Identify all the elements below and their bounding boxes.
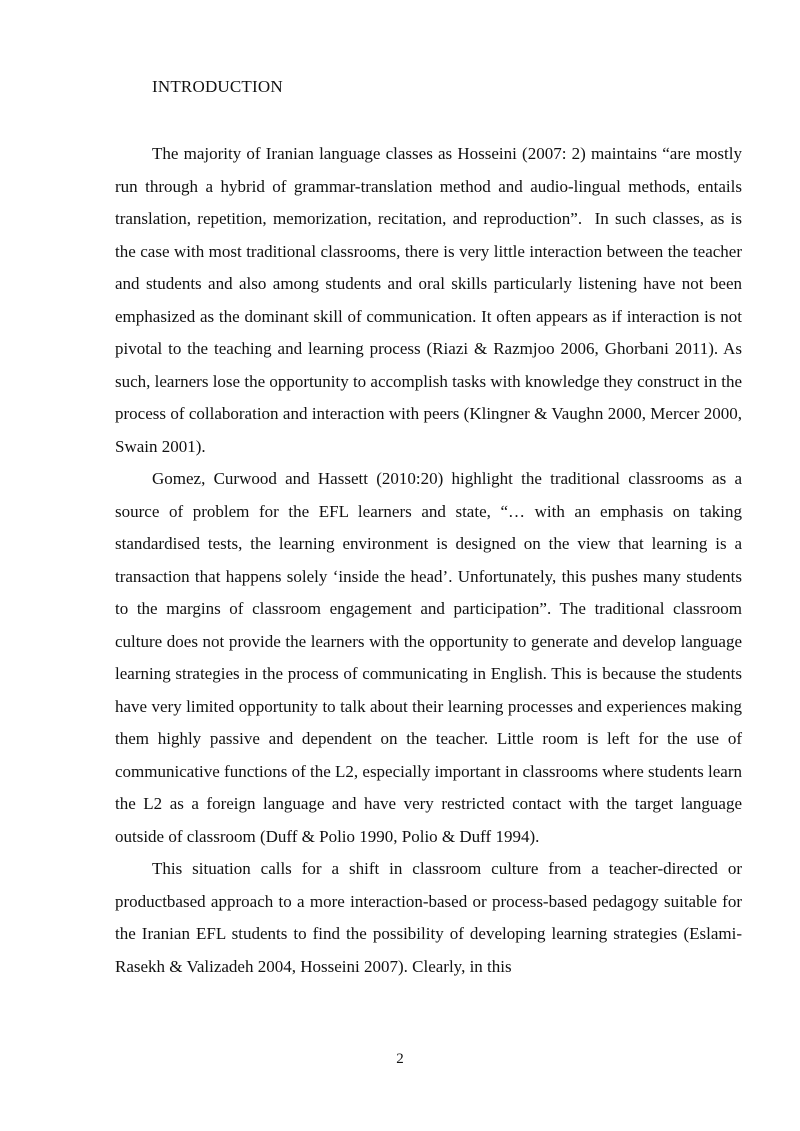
paragraph-1: The majority of Iranian language classes as Hosseini (2007: 2) maintains “are mostly run through a hybrid of grammar-translation method and audio-lingual methods, entails translation, repetition, memorization, recitation, and reproduction”. In such classes, as is the case with most traditional classrooms, there is very little interaction between the teacher and students and also among students and oral skills particularly listening have not been emphasized as the dominant skill of communication. It often appears as if interaction is not pivotal to the teaching and learning process (Riazi & Razmjoo 2006, Ghorbani 2011). As such, learners lose the opportunity to accomplish tasks with knowledge they construct in the process of collaboration and interaction with peers (Klingner & Vaughn 2000, Mercer 2000, Swain 2001). <box>115 144 742 456</box>
page-number: 2 <box>396 1051 404 1067</box>
body-text <box>115 138 742 983</box>
paragraph-3: This situation calls for a shift in classroom culture from a teacher-directed or productbased approach to a more interaction-based or process-based pedagogy suitable for the Iranian EFL students to find the possibility of developing learning strategies (Eslami-Rasekh & Valizadeh 2004, Hosseini 2007). Clearly, in this <box>115 859 742 976</box>
section-heading: INTRODUCTION <box>152 77 283 96</box>
paragraph-2: Gomez, Curwood and Hassett (2010:20) highlight the traditional classrooms as a source of problem for the EFL learners and state, “… with an emphasis on taking standardised tests, the learning environment is designed on the view that learning is a transaction that happens solely ‘inside the head’. Unfortunately, this pushes many students to the margins of classroom engagement and participation”. The traditional classroom culture does not provide the learners with the opportunity to generate and develop language learning strategies in the process of communicating in English. This is because the students have very limited opportunity to talk about their learning processes and experiences making them highly passive and dependent on the teacher. Little room is left for the use of communicative functions of the L2, especially important in classrooms where students learn the L2 as a foreign language and have very restricted contact with the target language outside of classroom (Duff & Polio 1990, Polio & Duff 1994). <box>115 469 742 846</box>
